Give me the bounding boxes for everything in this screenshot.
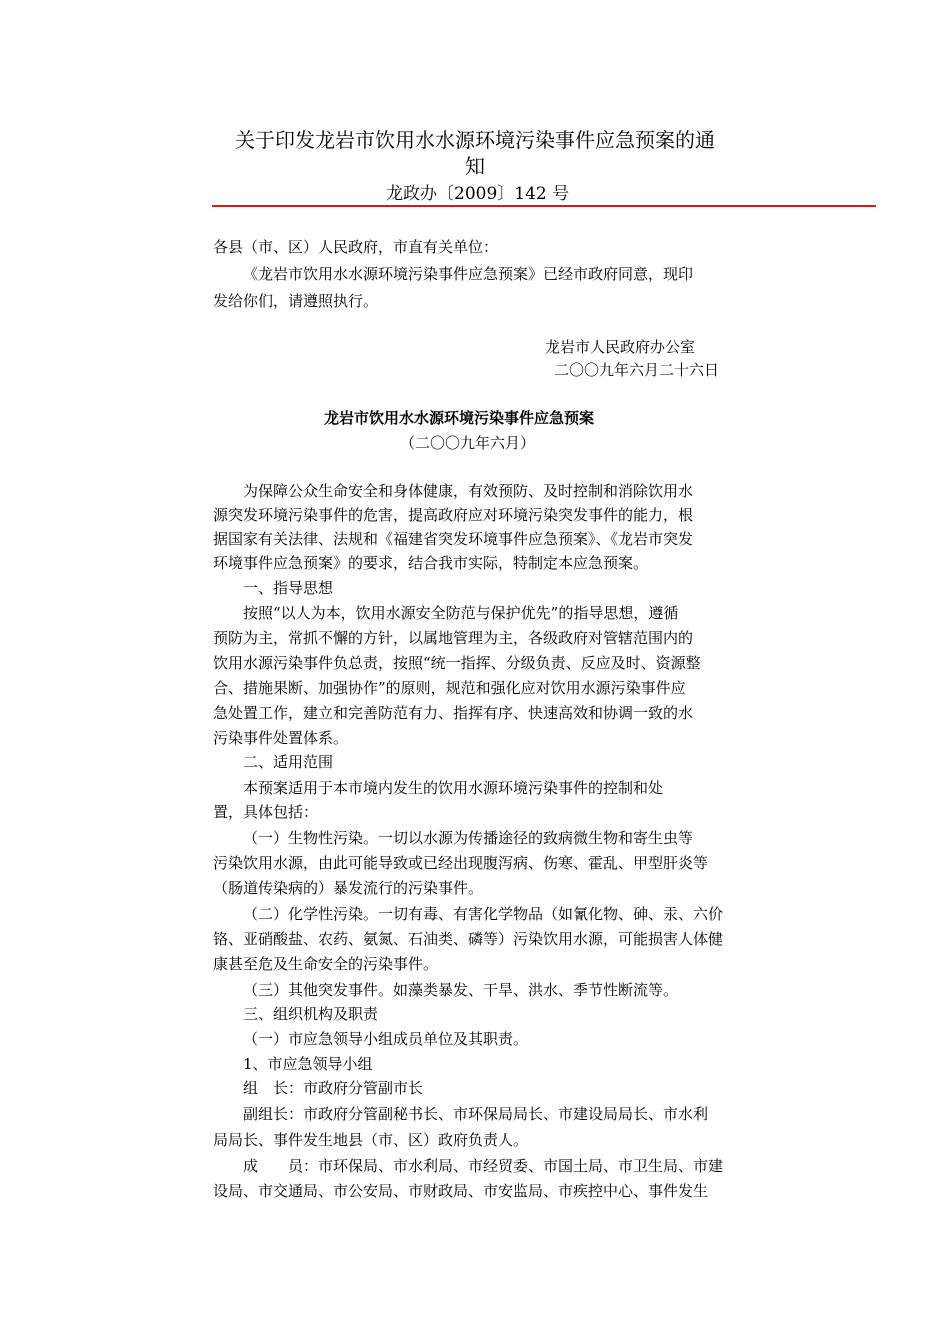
- notice-title-line-2: 知: [465, 154, 485, 178]
- plan-line: 1、市应急领导小组: [243, 1055, 373, 1073]
- plan-line: 置，具体包括：: [213, 803, 319, 821]
- plan-line: 污染饮用水源，由此可能导致或已经出现腹泻病、伤寒、霍乱、甲型肝炎等: [213, 854, 709, 872]
- issue-date: 二〇〇九年六月二十六日: [554, 361, 720, 379]
- red-header-rule: [212, 205, 876, 207]
- plan-line: 饮用水源污染事件负总责，按照“统一指挥、分级负责、反应及时、资源整: [213, 654, 701, 672]
- plan-line: （肠道传染病的）暴发流行的污染事件。: [213, 879, 484, 897]
- plan-line: 铬、亚硝酸盐、农药、氨氮、石油类、磷等）污染饮用水源，可能损害人体健: [213, 930, 724, 948]
- plan-line: 本预案适用于本市境内发生的饮用水源环境污染事件的控制和处: [243, 779, 664, 797]
- section-heading: 三、组织机构及职责: [243, 1005, 379, 1023]
- salutation: 各县（市、区）人民政府，市直有关单位：: [213, 238, 499, 256]
- document-number: 龙政办〔2009〕142 号: [386, 184, 570, 204]
- plan-title: 龙岩市饮用水水源环境污染事件应急预案: [324, 409, 595, 427]
- plan-line: 预防为主，常抓不懈的方针，以属地管理为主，各级政府对管辖范围内的: [213, 629, 694, 647]
- section-heading: 一、指导思想: [243, 579, 334, 597]
- plan-line: 成 员：市环保局、市水利局、市经贸委、市国土局、市卫生局、市建: [243, 1157, 724, 1175]
- plan-line: （一）市应急领导小组成员单位及其职责。: [243, 1030, 529, 1048]
- plan-line: 副组长：市政府分管副秘书长、市环保局局长、市建设局局长、市水利: [243, 1105, 709, 1123]
- plan-line: 环境事件应急预案》的要求，结合我市实际，特制定本应急预案。: [213, 554, 649, 572]
- plan-line: （三）其他突发事件。如藻类暴发、干旱、洪水、季节性断流等。: [243, 981, 679, 999]
- plan-line: （二）化学性污染。一切有毒、有害化学物品（如氰化物、砷、汞、六价: [243, 905, 724, 923]
- plan-line: 据国家有关法律、法规和《福建省突发环境事件应急预案》、《龙岩市突发: [213, 530, 694, 548]
- plan-line: 局局长、事件发生地县（市、区）政府负责人。: [213, 1131, 529, 1149]
- plan-line: 组 长：市政府分管副市长: [243, 1079, 424, 1097]
- plan-line: 合、措施果断、加强协作”的原则，规范和强化应对饮用水源污染事件应: [213, 679, 686, 697]
- plan-line: 设局、市交通局、市公安局、市财政局、市安监局、市疾控中心、事件发生: [213, 1182, 709, 1200]
- notice-body-line-2: 发给你们，请遵照执行。: [213, 292, 379, 310]
- plan-line: 按照“以人为本，饮用水源安全防范与保护优先”的指导思想，遵循: [243, 604, 679, 622]
- plan-subtitle: （二〇〇九年六月）: [400, 434, 536, 452]
- plan-line: 康甚至危及生命安全的污染事件。: [213, 955, 439, 973]
- plan-line: 源突发环境污染事件的危害，提高政府应对环境污染突发事件的能力，根: [213, 506, 694, 524]
- issuer: 龙岩市人民政府办公室: [545, 338, 696, 356]
- plan-line: （一）生物性污染。一切以水源为传播途径的致病微生物和寄生虫等: [243, 829, 694, 847]
- plan-line: 为保障公众生命安全和身体健康，有效预防、及时控制和消除饮用水: [243, 482, 694, 500]
- plan-line: 急处置工作，建立和完善防范有力、指挥有序、快速高效和协调一致的水: [213, 704, 694, 722]
- section-heading: 二、适用范围: [243, 753, 334, 771]
- notice-body-line-1: 《龙岩市饮用水水源环境污染事件应急预案》已经市政府同意，现印: [243, 265, 694, 283]
- plan-line: 污染事件处置体系。: [213, 729, 349, 747]
- notice-title-line-1: 关于印发龙岩市饮用水水源环境污染事件应急预案的通: [235, 128, 715, 152]
